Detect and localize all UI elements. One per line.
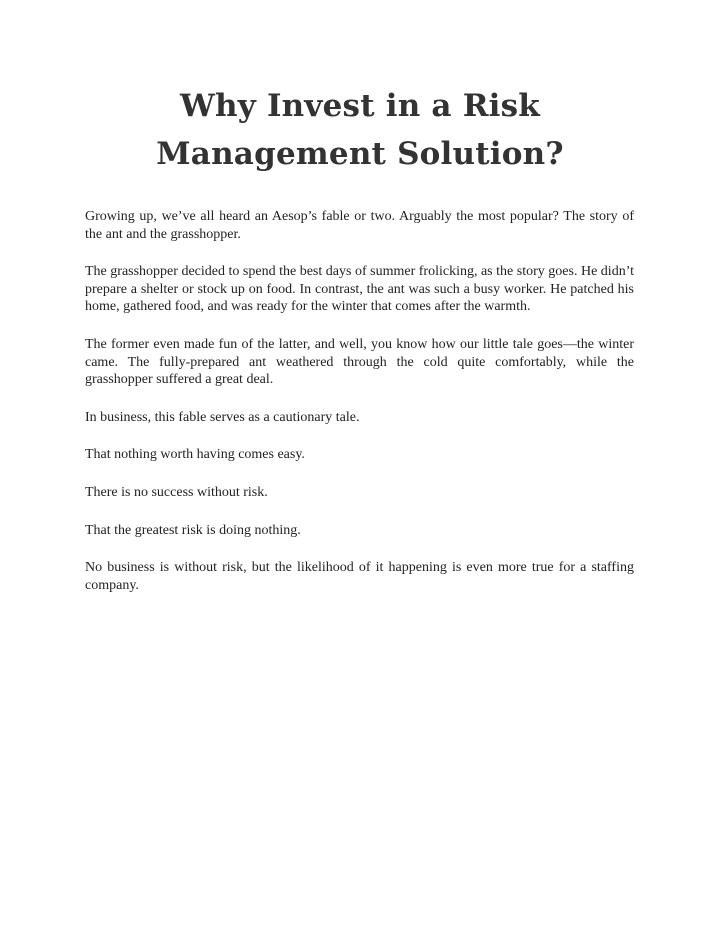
paragraph-7: That the greatest risk is doing nothing. — [85, 522, 301, 538]
title-line-1: Why Invest in a Risk — [180, 88, 540, 124]
paragraph-1: Growing up, we’ve all heard an Aesop’s fable or two. Arguably the most popular? The story of the ant and the grasshopper. — [85, 209, 634, 242]
paragraph-6: There is no success without risk. — [85, 484, 268, 500]
document-body — [85, 208, 634, 614]
paragraph-5: That nothing worth having comes easy. — [85, 447, 305, 463]
paragraph-3: The former even made fun of the latter, and well, you know how our little tale goes—the winter came. The fully-prepared ant weathered through the cold quite comfortably, while the grasshopper suffered a great deal. — [85, 336, 634, 388]
paragraph-8: No business is without risk, but the likelihood of it happening is even more true for a staffing company. — [85, 560, 634, 593]
paragraph-2: The grasshopper decided to spend the best days of summer frolicking, as the story goes. He didn’t prepare a shelter or stock up on food. In contrast, the ant was such a busy worker. He patched his home, gathered food, and was ready for the winter that comes after the warmth. — [85, 264, 634, 315]
paragraph-4: In business, this fable serves as a cautionary tale. — [85, 409, 360, 425]
page-title — [100, 82, 620, 178]
title-line-2: Management Solution? — [156, 136, 564, 172]
